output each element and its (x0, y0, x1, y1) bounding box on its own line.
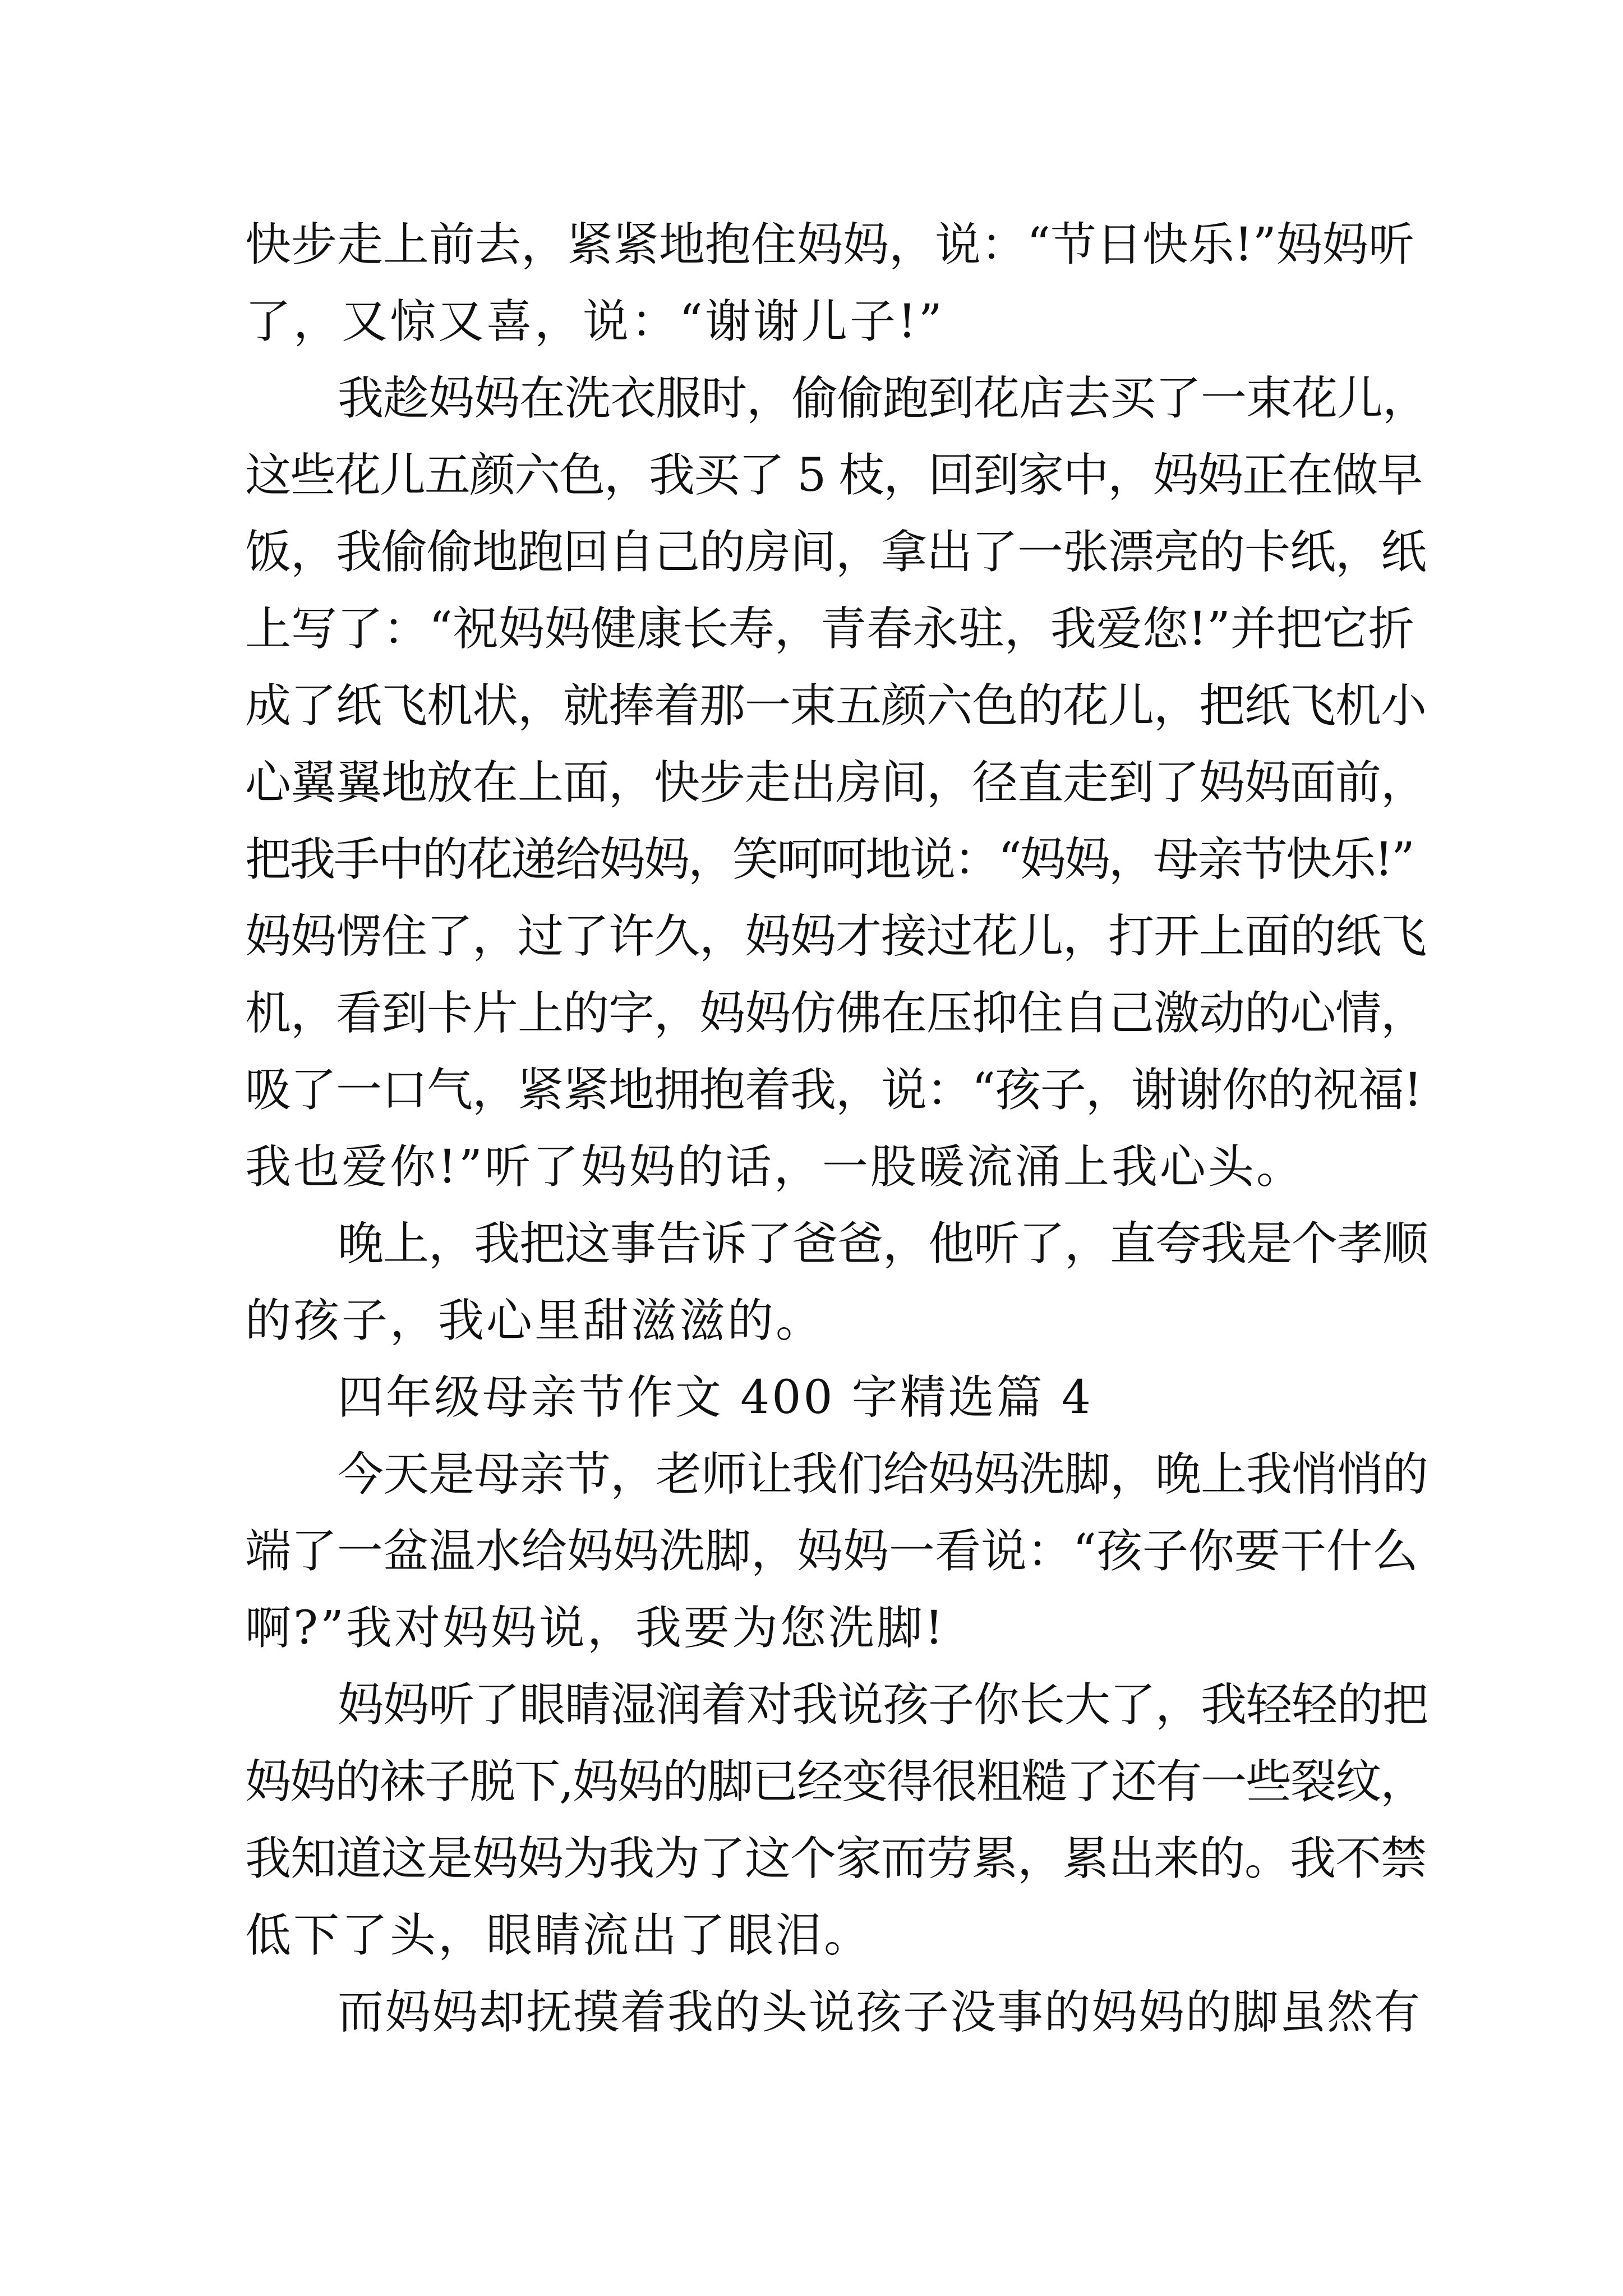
text-line: 今天是母亲节，老师让我们给妈妈洗脚，晚上我悄悄的 (338, 1448, 1428, 1501)
text-line: 这些花儿五颜六色，我买了 5 枝，回到家中，妈妈正在做早 (245, 449, 1422, 502)
text-line: 低下了头，眼睛流出了眼泪。 (245, 1909, 873, 1962)
text-line: 我也爱你!”听了妈妈的话，一股暖流涌上我心头。 (245, 1140, 1304, 1194)
paragraph (245, 360, 1428, 1205)
paragraph (245, 206, 1428, 360)
text-line: 晚上，我把这事告诉了爸爸，他听了，直夸我是个孝顺 (338, 1217, 1428, 1271)
text-line: 而妈妈却抚摸着我的头说孩子没事的妈妈的脚虽然有 (338, 1986, 1422, 2039)
text-line: 啊?”我对妈妈说，我要为您洗脚! (245, 1602, 946, 1655)
text-line: 妈妈的袜子脱下,妈妈的脚已经变得很粗糙了还有一些裂纹， (245, 1755, 1426, 1809)
paragraph (245, 1205, 1428, 1359)
text-line: 了，又惊又喜，说：“谢谢儿子!” (245, 295, 944, 348)
text-line: 的孩子，我心里甜滋滋的。 (245, 1294, 824, 1347)
text-line: 我趁妈妈在洗衣服时，偷偷跑到花店去买了一束花儿， (338, 372, 1428, 425)
text-line: 四年级母亲节作文 400 字精选篇 4 (338, 1371, 1093, 1424)
text-line: 饭，我偷偷地跑回自己的房间，拿出了一张漂亮的卡纸，纸 (245, 526, 1427, 579)
text-line: 我知道这是妈妈为我为了这个家而劳累，累出来的。我不禁 (245, 1832, 1427, 1885)
text-line: 妈妈愣住了，过了许久，妈妈才接过花儿，打开上面的纸飞 (245, 910, 1427, 963)
text-line: 心翼翼地放在上面，快步走出房间，径直走到了妈妈面前， (245, 756, 1427, 809)
text-line: 妈妈听了眼睛湿润着对我说孩子你长大了，我轻轻的把 (338, 1678, 1428, 1732)
text-line: 成了纸飞机状，就捧着那一束五颜六色的花儿，把纸飞机小 (245, 679, 1427, 733)
text-line: 机，看到卡片上的字，妈妈仿佛在压抑住自己激动的心情， (245, 987, 1427, 1040)
text-line: 端了一盆温水给妈妈洗脚，妈妈一看说：“孩子你要干什么 (245, 1525, 1418, 1578)
paragraph (245, 1359, 1428, 1436)
essay-body (245, 206, 1428, 2051)
text-line: 快步走上前去，紧紧地抱住妈妈，说：“节日快乐!”妈妈听 (245, 218, 1414, 272)
text-line: 把我手中的花递给妈妈，笑呵呵地说：“妈妈，母亲节快乐!” (245, 833, 1413, 886)
paragraph (245, 1974, 1428, 2051)
paragraph (245, 1436, 1428, 1667)
text-line: 上写了：“祝妈妈健康长寿，青春永驻，我爱您!”并把它折 (245, 602, 1414, 656)
paragraph (245, 1667, 1428, 1974)
text-line: 吸了一口气，紧紧地拥抱着我，说：“孩子，谢谢你的祝福! (245, 1064, 1422, 1117)
